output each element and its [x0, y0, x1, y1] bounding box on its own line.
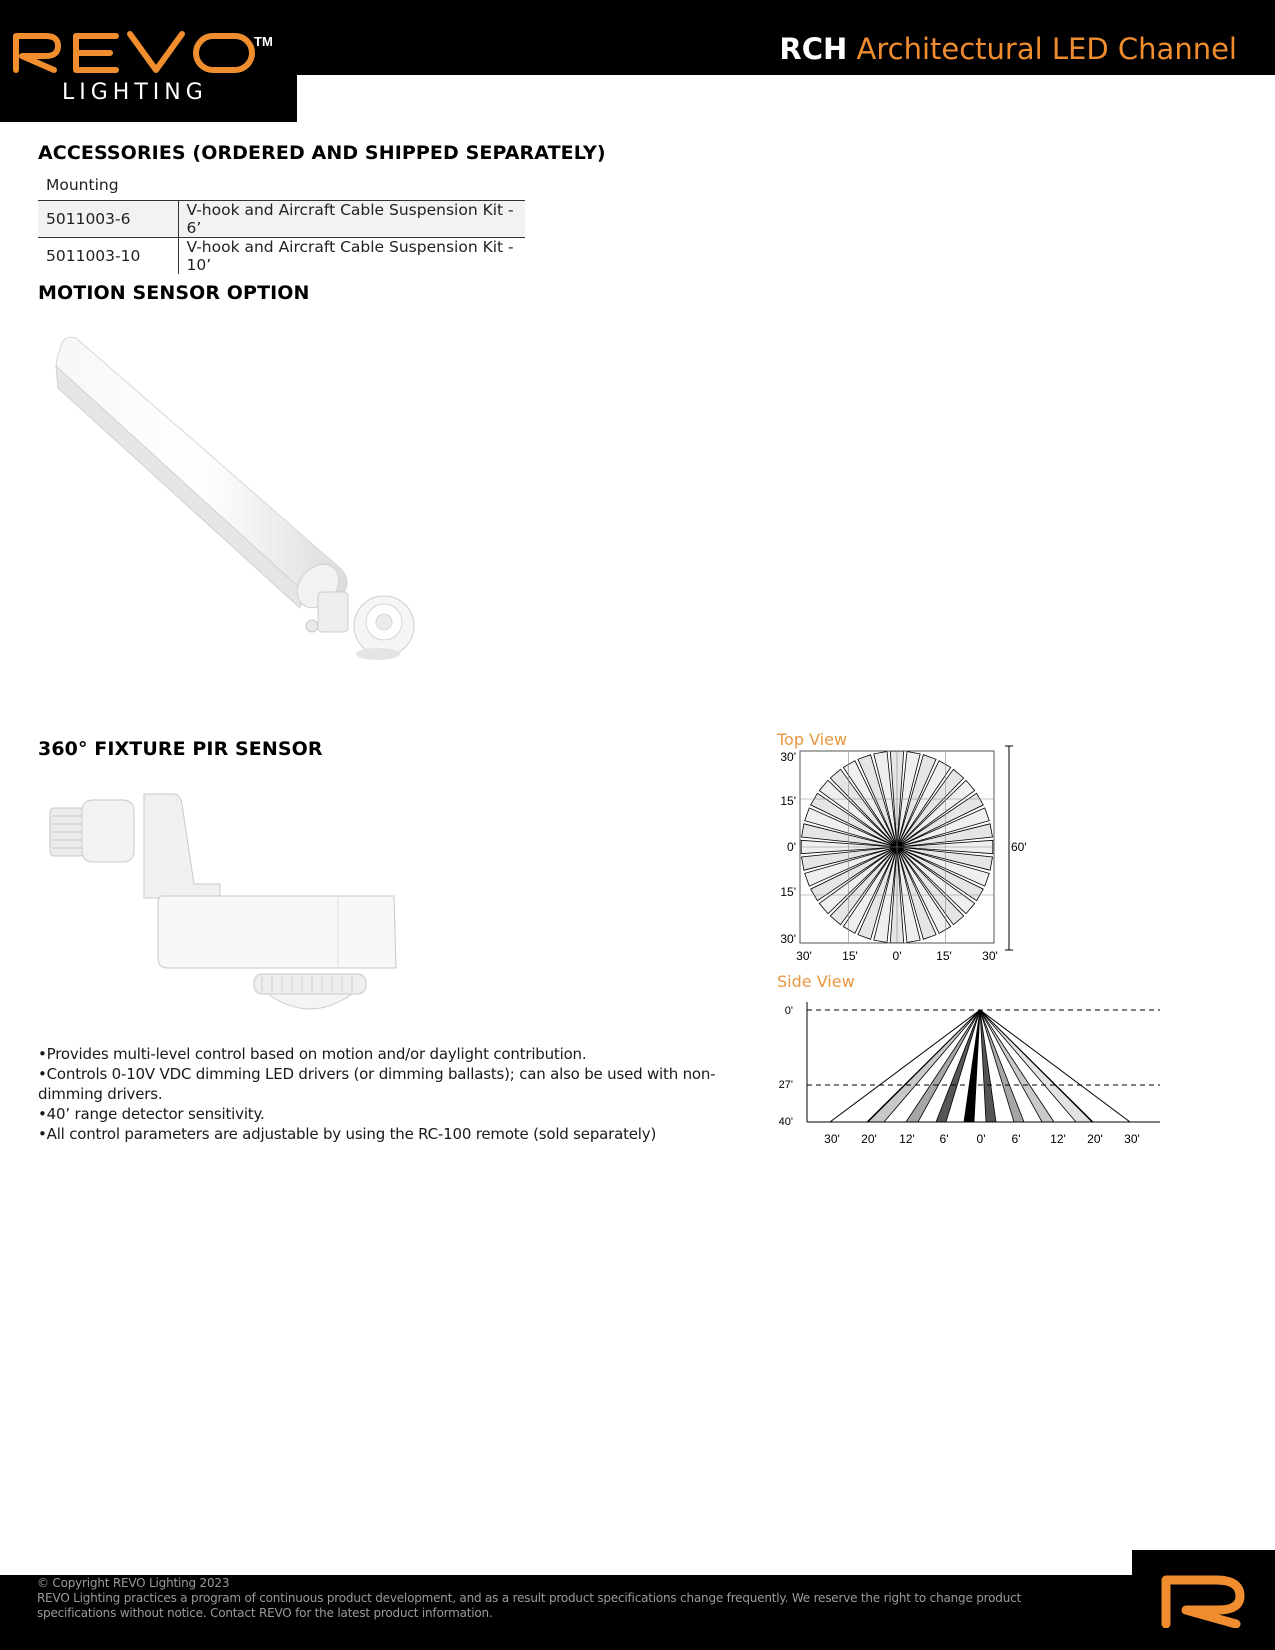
- side-view-x-tick: 6': [939, 1132, 949, 1146]
- footer-text: [37, 1576, 1067, 1621]
- top-view-y-tick: 0': [787, 840, 796, 854]
- logo-subtitle: LIGHTING: [62, 80, 208, 105]
- side-view-y-tick: 40': [778, 1116, 793, 1128]
- side-view-x-tick: 0': [976, 1132, 986, 1146]
- top-view-diagram: [775, 744, 1035, 964]
- side-view-diagram: [775, 996, 1165, 1148]
- pir-sensor-image: [48, 788, 403, 1023]
- disclaimer: REVO Lighting practices a program of continuous product development, and as a result product specifications change frequently. We reserve the right to change product specifications without notice. Contact REVO for the latest product information.: [37, 1591, 1022, 1620]
- top-view-x-tick: 30': [796, 949, 812, 963]
- side-view-zone-20: [867, 1010, 1093, 1122]
- part-number: 5011003-10: [38, 237, 178, 274]
- revo-logo-icon: [12, 30, 257, 74]
- motion-sensor-heading: MOTION SENSOR OPTION: [38, 282, 310, 304]
- top-view-x-tick: 0': [892, 949, 902, 963]
- part-number: 5011003-6: [38, 200, 178, 237]
- top-view-y-tick: 30': [780, 750, 796, 764]
- trademark: TM: [254, 34, 273, 49]
- revo-r-icon[interactable]: [1160, 1572, 1250, 1628]
- top-view-x-tick: 30': [982, 949, 998, 963]
- part-description: V-hook and Aircraft Cable Suspension Kit - 6’: [178, 200, 525, 237]
- page-title: [779, 32, 1237, 66]
- top-view-y-tick: 15': [780, 885, 796, 899]
- top-view-y-tick: 30': [780, 932, 796, 946]
- table-group-label: Mounting: [38, 170, 525, 200]
- side-view-x-tick: 30': [824, 1132, 840, 1146]
- side-view-y-tick: 0': [784, 1005, 793, 1017]
- product-code: RCH: [779, 32, 848, 66]
- accessories-heading: ACCESSORIES (ORDERED AND SHIPPED SEPARATELY): [38, 142, 606, 164]
- side-view-x-tick: 20': [861, 1132, 877, 1146]
- top-view-y-tick: 15': [780, 794, 796, 808]
- table-row: [38, 200, 525, 237]
- side-view-x-tick: 6': [1011, 1132, 1021, 1146]
- product-name: Architectural LED Channel: [856, 32, 1237, 66]
- copyright: © Copyright REVO Lighting 2023: [37, 1576, 230, 1590]
- top-view-x-tick: 15': [842, 949, 858, 963]
- led-channel-product-image: [50, 330, 430, 670]
- brand-logo[interactable]: [0, 0, 297, 122]
- side-view-x-tick: 20': [1087, 1132, 1103, 1146]
- part-description: V-hook and Aircraft Cable Suspension Kit - 10’: [186, 237, 514, 274]
- accessories-table: [38, 170, 525, 274]
- pir-sensor-heading: 360° FIXTURE PIR SENSOR: [38, 738, 323, 760]
- list-item: • Controls 0-10V VDC dimming LED drivers (or dimming ballasts); can also be used with non-dimming drivers.: [38, 1064, 738, 1104]
- list-item: • All control parameters are adjustable by using the RC-100 remote (sold separately): [38, 1124, 738, 1144]
- top-view-dimension: 60': [1011, 840, 1027, 854]
- side-view-x-tick: 12': [899, 1132, 915, 1146]
- side-view-x-tick: 12': [1050, 1132, 1066, 1146]
- list-item: • Provides multi-level control based on motion and/or daylight contribution.: [38, 1044, 738, 1064]
- pir-feature-list: [38, 1044, 738, 1144]
- top-view-label: Top View: [777, 730, 848, 749]
- list-item: • 40’ range detector sensitivity.: [38, 1104, 738, 1124]
- side-view-label: Side View: [777, 972, 855, 991]
- side-view-x-tick: 30': [1124, 1132, 1140, 1146]
- side-view-y-tick: 27': [778, 1079, 793, 1091]
- table-row: [38, 237, 525, 274]
- top-view-x-tick: 15': [936, 949, 952, 963]
